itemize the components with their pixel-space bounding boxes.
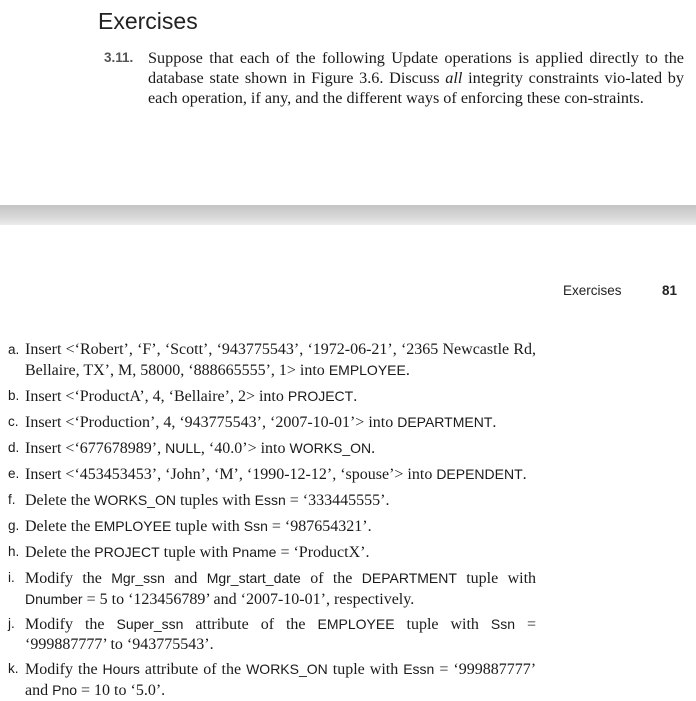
part-text: = ‘999887777’ and [25,661,537,699]
exercise-part [8,438,536,459]
part-text: Modify the [25,570,112,587]
part-text: = 5 to ‘123456789’ and ‘2007-10-01’, respectively. [82,591,415,608]
schema-term: PROJECT [94,544,160,560]
part-text: tuples with [175,492,255,509]
part-text: Modify the [25,616,117,633]
part-letter: b. [8,388,20,403]
schema-term: EMPLOYEE [317,616,395,632]
part-text: and [164,570,207,587]
part-letter: d. [8,440,20,455]
part-text: of the [300,570,362,587]
schema-term: Essn [403,661,435,677]
part-text: Insert <‘Production’, 4, ‘943775543’, ‘2007-10-01’> into [25,414,398,431]
part-text: attribute of the [139,661,247,678]
part-text: attribute of the [183,616,318,633]
schema-term: EMPLOYEE [328,362,406,378]
schema-term: Ssn [490,616,516,632]
part-text: Insert <‘453453453’, ‘John’, ‘M’, ‘1990-12-12’, ‘spouse’> into [25,466,437,483]
exercise-text-1: Suppose that each of the following Update operations is applied directly to the database state shown in Figure 3.6. Discuss [148,49,684,87]
part-text: . [405,362,410,379]
schema-term: DEPARTMENT [397,414,493,430]
part-text: Insert <‘677678989’, [25,440,166,457]
part-letter: c. [8,414,19,429]
exercise-number: 3.11. [104,50,134,65]
part-text: tuple with [171,518,244,535]
schema-term: DEPARTMENT [361,570,457,586]
part-letter: k. [8,661,19,676]
exercise-part [8,659,536,701]
part-letter: a. [8,342,20,357]
part-text: Modify the [25,661,103,678]
schema-term: Dnumber [25,591,83,607]
part-letter: g. [8,518,20,533]
schema-term: Mgr_ssn [111,570,165,586]
schema-term: Ssn [243,518,268,534]
part-text: = 10 to ‘5.0’. [77,682,166,699]
part-letter: e. [8,466,20,481]
part-letter: h. [8,544,20,559]
section-title: Exercises [98,8,198,34]
part-text: , ‘40.0’> into [200,440,290,457]
part-text: tuple with [456,570,537,587]
schema-term: Mgr_start_date [206,570,301,586]
exercise-text-emphasis: all [445,69,463,87]
exercise-part [8,516,536,537]
exercise-block [104,48,684,108]
schema-term: WORKS_ON [289,440,372,456]
part-text: = ‘999887777’ to ‘943775543’. [25,616,537,653]
exercise-parts-list [8,340,536,701]
part-text: . [353,388,358,405]
part-text: Delete the [25,544,95,561]
exercise-prompt [148,48,684,108]
part-text: tuple with [327,661,404,678]
schema-term: PROJECT [287,388,354,404]
page-number: 81 [661,283,677,298]
schema-term: NULL [165,440,201,456]
part-text: = ‘ProductX’. [276,544,370,561]
part-text: tuple with [159,544,233,561]
part-text: . [522,466,527,483]
part-text: Insert <‘ProductA’, 4, ‘Bellaire’, 2> into [25,388,288,405]
part-letter: f. [8,492,16,507]
schema-term: Pno [52,682,78,698]
part-text: tuple with [394,616,491,633]
exercise-part [8,386,536,407]
schema-term: DEPENDENT [436,466,523,482]
exercise-part [8,614,536,655]
part-letter: i. [8,570,15,585]
exercise-part [8,340,536,381]
schema-term: WORKS_ON [94,492,176,508]
page-break-band [0,205,696,225]
part-text: . [371,440,376,457]
exercise-text-2: integrity constraints vio-lated by each operation, if any, and the different ways of enforcing these con-straints. [148,69,684,107]
part-text: Delete the [25,492,95,509]
schema-term: EMPLOYEE [94,518,172,534]
exercise-part [8,490,536,511]
exercise-part [8,542,536,563]
part-text: . [492,414,497,431]
part-text: Delete the [25,518,95,535]
part-text: = ‘333445555’. [285,492,390,509]
part-text: Insert <‘Robert’, ‘F’, ‘Scott’, ‘943775543’, ‘1972-06-21’, ‘2365 Newcastle Rd, Bellaire, TX’, M, 58000, ‘888665555’, 1> into [25,341,536,379]
schema-term: Essn [254,492,286,508]
schema-term: Super_ssn [116,616,184,632]
schema-term: WORKS_ON [246,661,328,677]
exercise-part [8,412,536,433]
exercise-part [8,568,536,610]
schema-term: Pname [232,544,277,560]
running-head-title: Exercises [563,283,622,298]
schema-term: Hours [102,661,140,677]
exercise-part [8,464,536,485]
part-text: = ‘987654321’. [267,518,372,535]
part-letter: j. [8,616,15,631]
